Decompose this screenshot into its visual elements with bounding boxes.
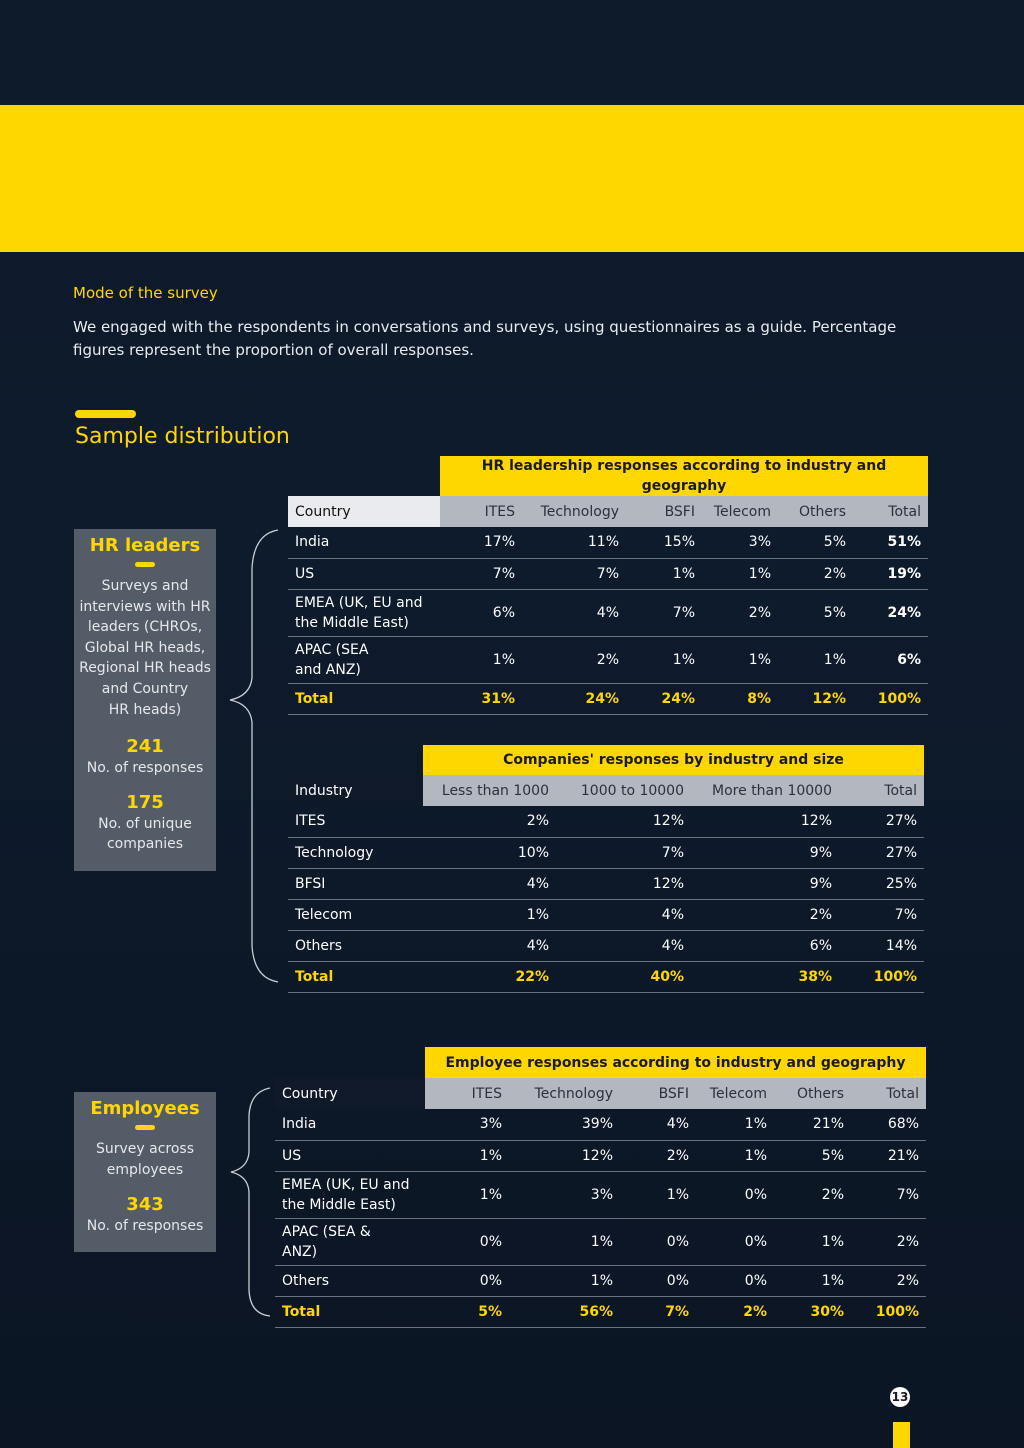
table-row: Others 4% 4% 6% 14% xyxy=(288,930,924,961)
table-row: Technology 10% 7% 9% 27% xyxy=(288,837,924,868)
employees-description: Survey across employees xyxy=(95,1141,195,1178)
column-header: Country xyxy=(288,496,440,527)
column-header: Telecom xyxy=(696,1078,774,1109)
table-row: US 1% 12% 2% 1% 5% 21% xyxy=(275,1140,926,1171)
hr-brace xyxy=(226,528,280,984)
hr-responses-value: 241 xyxy=(126,736,164,758)
column-header: Technology xyxy=(522,496,626,527)
hr-companies-value: 175 xyxy=(126,791,164,813)
column-header: Country xyxy=(275,1078,425,1109)
table-row: India 17% 11% 15% 3% 5% 51% xyxy=(288,527,928,558)
column-header: 1000 to 10000 xyxy=(556,775,691,806)
column-header: Total xyxy=(839,775,924,806)
column-header: Telecom xyxy=(702,496,778,527)
table-row: India 3% 39% 4% 1% 21% 68% xyxy=(275,1109,926,1140)
employees-dash xyxy=(135,1125,155,1130)
page-tab-marker xyxy=(893,1422,910,1448)
companies-table xyxy=(288,745,924,993)
column-header: Less than 1000 xyxy=(423,775,556,806)
table-caption: Companies' responses by industry and size xyxy=(423,745,924,775)
hr-companies-label: No. of unique companies xyxy=(98,815,192,853)
column-header: Technology xyxy=(509,1078,620,1109)
column-header: Total xyxy=(853,496,928,527)
table-row: US 7% 7% 1% 1% 2% 19% xyxy=(288,558,928,589)
table-row: APAC (SEA & ANZ) 0% 1% 0% 0% 1% 2% xyxy=(275,1218,926,1265)
total-row: Total 31% 24% 24% 8% 12% 100% xyxy=(288,683,928,714)
table-row: Telecom 1% 4% 2% 7% xyxy=(288,899,924,930)
column-header: Others xyxy=(778,496,853,527)
mode-description: We engaged with the respondents in conversations and surveys, using questionnaires as a guide. Percentage figures represent the proportion of overall responses. xyxy=(73,318,897,359)
employees-title: Employees xyxy=(90,1098,200,1119)
mode-title: Mode of the survey xyxy=(73,284,218,302)
employees-brace xyxy=(228,1086,272,1318)
table-row: EMEA (UK, EU and the Middle East) 1% 3% 1% 0% 2% 7% xyxy=(275,1171,926,1218)
table-row: APAC (SEA and ANZ) 1% 2% 1% 1% 1% 6% xyxy=(288,636,928,683)
column-header: BSFI xyxy=(626,496,702,527)
column-header: Industry xyxy=(288,775,423,806)
column-header: BSFI xyxy=(620,1078,696,1109)
table-row: BFSI 4% 12% 9% 25% xyxy=(288,868,924,899)
column-header: ITES xyxy=(440,496,522,527)
hr-leaders-title: HR leaders xyxy=(89,535,201,556)
column-header: Others xyxy=(774,1078,851,1109)
hr-leaders-dash xyxy=(135,562,155,567)
table-row: EMEA (UK, EU and the Middle East) 6% 4% 7% 2% 5% 24% xyxy=(288,589,928,636)
section-title: Sample distribution xyxy=(75,424,290,449)
column-header: Total xyxy=(851,1078,926,1109)
hr-leaders-description: Surveys and interviews with HR leaders (CHROs, Global HR heads, Regional HR heads and Country HR heads) xyxy=(79,578,211,718)
employee-table xyxy=(275,1047,926,1328)
table-caption: HR leadership responses according to industry and geography xyxy=(440,456,928,496)
column-header: ITES xyxy=(425,1078,509,1109)
header-yellow-band xyxy=(0,105,1024,252)
total-row: Total 5% 56% 7% 2% 30% 100% xyxy=(275,1296,926,1327)
hr-leaders-box xyxy=(74,529,216,871)
hr-leadership-table xyxy=(288,456,928,715)
employees-box xyxy=(74,1092,216,1252)
page-number: 13 xyxy=(890,1387,910,1407)
section-accent-bar xyxy=(75,410,136,418)
column-header: More than 10000 xyxy=(691,775,839,806)
emp-responses-label: No. of responses xyxy=(86,1218,204,1235)
table-row: Others 0% 1% 0% 0% 1% 2% xyxy=(275,1265,926,1296)
emp-responses-value: 343 xyxy=(126,1194,164,1216)
table-caption: Employee responses according to industry and geography xyxy=(425,1047,926,1078)
table-row: ITES 2% 12% 12% 27% xyxy=(288,806,924,837)
hr-responses-label: No. of responses xyxy=(86,760,204,777)
total-row: Total 22% 40% 38% 100% xyxy=(288,961,924,992)
